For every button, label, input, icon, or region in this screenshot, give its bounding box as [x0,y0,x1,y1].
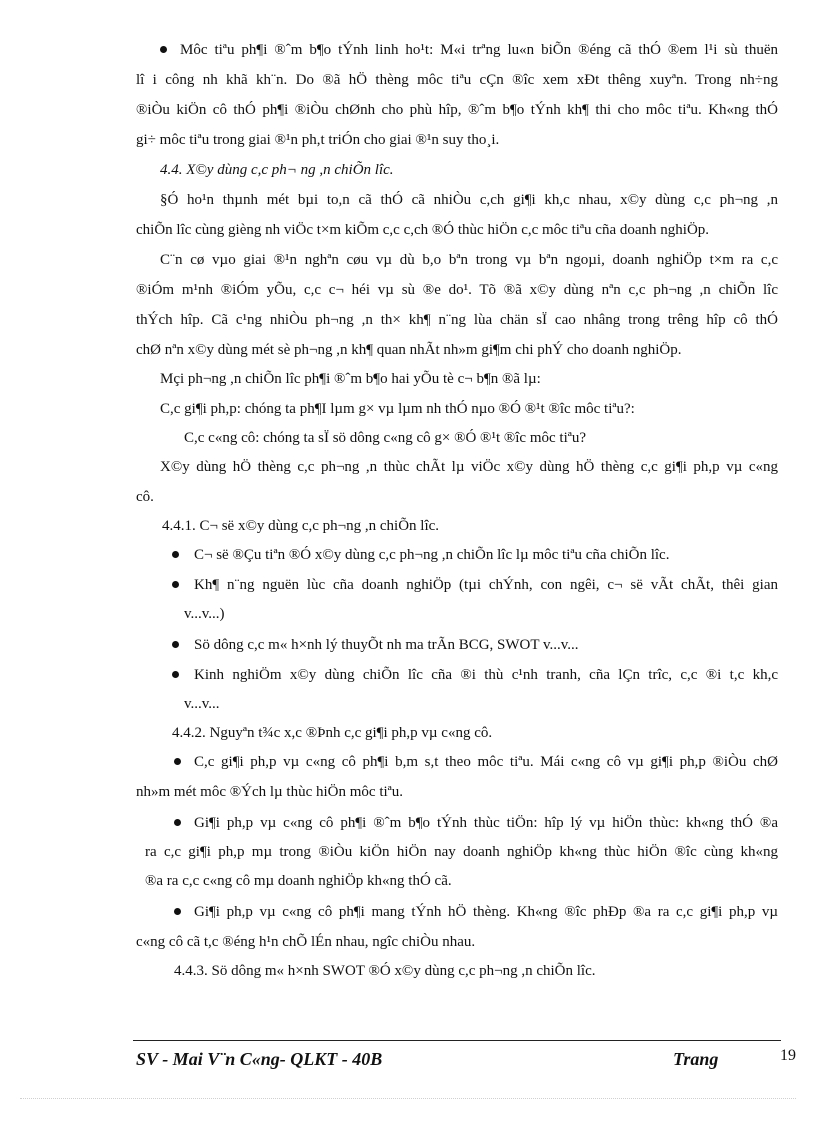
bullet-icon [172,671,179,678]
bullet-icon [174,819,181,826]
page-number: 19 [780,1047,796,1064]
bullet-icon [172,581,179,588]
subsection-heading: 4.4.3. Sö dông m« h×nh SWOT ®Ó x©y dùng c,c ph¬ng ,n chiÕn lîc. [174,963,596,979]
list-item: c«ng cô cã t,c ®éng h¹n chÕ lÉn nhau, ngîc chiÒu nhau. [136,934,476,950]
list-item: C,c gi¶i ph,p vµ c«ng cô ph¶i b,m s,t theo môc tiªu. Mái c«ng cô vµ gi¶i ph,p ®iÒu chØ [194,754,778,770]
list-item: v...v... [184,696,220,712]
list-item: ra c,c gi¶i ph,p mµ trong ®iÒu kiÖn hiÖn nay doanh nghiÖp kh«ng thùc hiÖn ®îc cùng kh«ng [145,844,778,860]
footer-page-label: Trang [673,1049,719,1069]
section-heading: 4.4. X©y dùng c,c ph¬ ng ,n chiÕn lîc. [160,162,394,178]
body-line: §Ó ho¹n thµnh mét bµi to,n cã thÓ cã nhiÒu c,ch gi¶i kh,c nhau, x©y dùng c,c ph¬ng ,n [160,192,778,208]
subsection-heading: 4.4.2. Nguyªn t¾c x,c ®Þnh c,c gi¶i ph,p vµ c«ng cô. [172,725,493,741]
body-line: cô. [136,489,154,505]
footer-rule [133,1040,781,1041]
body-line: chiÕn lîc cùng gièng nh viÖc t×m kiÕm c,c c,ch ®Ó thùc hiÖn c,c môc tiªu cña doanh nghiÖp. [136,222,710,238]
body-line: Môc tiªu ph¶i ®ˆm b¶o tÝnh linh ho¹t: M«i trªng lu«n biÕn ®éng cã thÓ ®em l¹i sù thuën [180,42,778,58]
body-line: ®iÓm m¹nh ®iÓm yÕu, c,c c¬ héi vµ sù ®e do¹. Tõ ®ã x©y dùng nªn c,c ph¬ng ,n chiÕn lîc [136,282,778,298]
body-line: C,c gi¶i ph,p: chóng ta ph¶I lµm g× vµ lµm nh thÓ nµo ®Ó ®¹t ®îc môc tiªu?: [160,401,635,417]
body-line: ®iÒu kiÖn cô thÓ ph¶i ®iÒu chØnh cho phù hîp, ®ˆm b¶o tÝnh kh¶ thi cho môc tiªu. Kh«ng thÓ [136,102,778,118]
list-item: Gi¶i ph,p vµ c«ng cô ph¶i ®ˆm b¶o tÝnh thùc tiÖn: hîp lý vµ hiÖn thùc: kh«ng thÓ ®a [194,815,778,831]
list-item: Gi¶i ph,p vµ c«ng cô ph¶i mang tÝnh hÖ thèng. Kh«ng ®îc phÐp ®a ra c,c gi¶i ph,p vµ [194,904,778,920]
list-item: nh»m mét môc ®Ých lµ thùc hiÖn môc tiªu. [136,784,404,800]
bullet-icon [160,46,167,53]
subsection-heading: 4.4.1. C¬ së x©y dùng c,c ph¬ng ,n chiÕn lîc. [162,518,440,534]
body-line: thÝch hîp. Cã c¹ng nhiÒu ph¬ng ,n th× kh¶ n¨ng lùa chän sÏ cao nhâng trong trêng hîp cô thÓ [136,312,778,328]
footer-author: SV - Mai V¨n C«ng- QLKT - 40B [136,1049,383,1069]
body-line: X©y dùng hÖ thèng c,c ph¬ng ,n thùc chÃt lµ viÖc x©y dùng hÖ thèng c,c gi¶i ph,p vµ c«ng [160,459,778,475]
bullet-icon [174,758,181,765]
list-item: Kinh nghiÖm x©y dùng chiÕn lîc cña ®i thù c¹nh tranh, cña lÇn trîc, c,c ®i t,c kh,c [194,667,778,683]
bullet-icon [172,551,179,558]
body-line: Mçi ph¬ng ,n chiÕn lîc ph¶i ®ˆm b¶o hai yÕu tè c¬ b¶n ®ã lµ: [160,371,541,387]
page-bottom-divider [20,1098,796,1099]
list-item: v...v...) [184,606,225,622]
list-item: C¬ së ®Çu tiªn ®Ó x©y dùng c,c ph¬ng ,n chiÕn lîc lµ môc tiªu cña chiÕn lîc. [194,547,670,563]
body-line: gi÷ môc tiªu trong giai ®¹n ph,t triÓn cho giai ®¹n suy tho¸i. [136,132,500,148]
list-item: ®a ra c,c c«ng cô mµ doanh nghiÖp kh«ng thÓ cã. [145,873,452,889]
bullet-icon [174,908,181,915]
list-item: Sö dông c,c m« h×nh lý thuyÕt nh ma trÃn BCG, SWOT v...v... [194,637,579,653]
list-item: Kh¶ n¨ng nguën lùc cña doanh nghiÖp (tµi chÝnh, con ngêi, c¬ së vÃt chÃt, thêi gian [194,577,778,593]
body-line: chØ nªn x©y dùng mét sè ph¬ng ,n kh¶ quan nhÃt nh»m gi¶m chi phÝ cho doanh nghiÖp. [136,342,682,358]
body-line: lî i công nh khã kh¨n. Do ®ã hÖ thèng môc tiªu cÇn ®îc xem xÐt thêng xuyªn. Trong nh÷ng [136,72,778,88]
bullet-icon [172,641,179,648]
body-line: C¨n cø vµo giai ®¹n nghªn cøu vµ dù b,o bªn trong vµ bªn ngoµi, doanh nghiÖp t×m ra c,c [160,252,778,268]
body-line: C,c c«ng cô: chóng ta sÏ sö dông c«ng cô g× ®Ó ®¹t ®îc môc tiªu? [184,430,587,446]
